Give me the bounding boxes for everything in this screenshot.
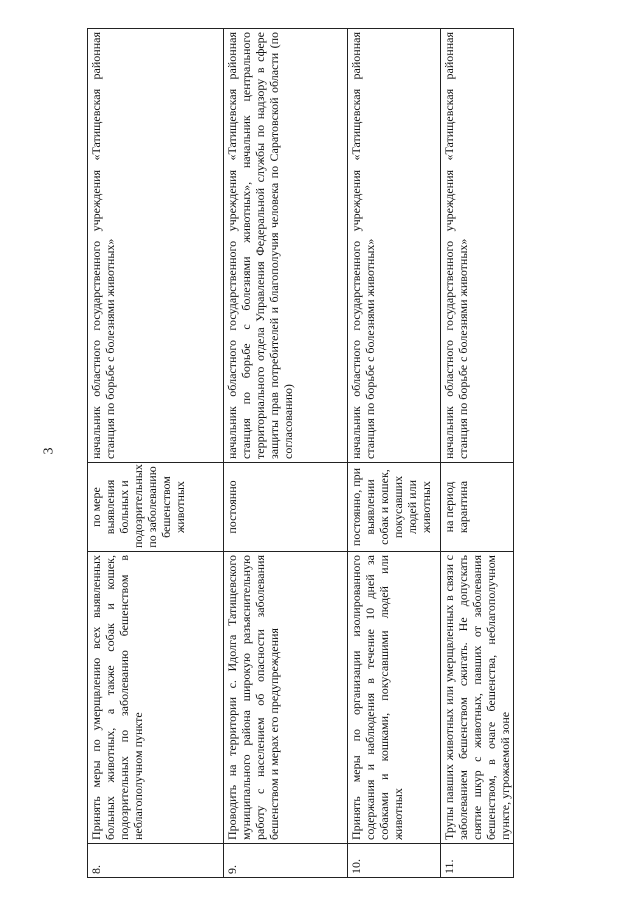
measure-text: Трупы павших животных или умерщвленных в связи с заболеванием бешенством сжигать. Не допускать снятие шкур с животных, павших от заболевания бешенством, в очаге бешенства, неблагополучном пункте, угрожаемой зоне	[441, 552, 514, 844]
deadline-text: на период карантина	[441, 463, 514, 552]
measures-table	[87, 28, 514, 878]
responsible-text: начальник областного государственного учреждения «Татищевская районная станция по борьбе с болезнями животных»	[441, 29, 514, 463]
table-row	[441, 29, 514, 878]
table-row	[88, 29, 224, 878]
deadline-text: по мере выявления больных и подозрительных по заболеванию бешенством животных	[88, 463, 224, 552]
responsible-text: начальник областного государственного учреждения «Татищевская районная станция по борьбе с болезнями животных», начальник центрального территориального отдела Управления Федеральной службы по надзору в сфере защиты прав потребителей и благополучия человека по Саратовской области (по согласованию)	[224, 29, 348, 463]
deadline-text: постоянно, при выявлении собак и кошек, покусавших людей или животных	[348, 463, 441, 552]
row-number: 10.	[348, 844, 441, 878]
measure-text: Принять меры по организации изолированного содержания и наблюдения в течение 10 дней за собаками и кошками, покусавшими людей или животных	[348, 552, 441, 844]
measure-text: Проводить на территории с. Идолга Татищевского муниципального района широкую разъяснительную работу с населением об опасности заболевания бешенством и мерах его предупреждения	[224, 552, 348, 844]
deadline-text: постоянно	[224, 463, 348, 552]
row-number: 11.	[441, 844, 514, 878]
measure-text: Принять меры по умерщвлению всех выявленных больных животных, а также собак и кошек, подозрительных по заболеванию бешенством в неблагополучном пункте	[88, 552, 224, 844]
row-number: 8.	[88, 844, 224, 878]
measures-table-container	[87, 28, 512, 878]
responsible-text: начальник областного государственного учреждения «Татищевская районная станция по борьбе с болезнями животных»	[88, 29, 224, 463]
table-row	[224, 29, 348, 878]
page-number: 3	[41, 447, 57, 455]
responsible-text: начальник областного государственного учреждения «Татищевская районная станция по борьбе с болезнями животных»	[348, 29, 441, 463]
row-number: 9.	[224, 844, 348, 878]
table-row	[348, 29, 441, 878]
